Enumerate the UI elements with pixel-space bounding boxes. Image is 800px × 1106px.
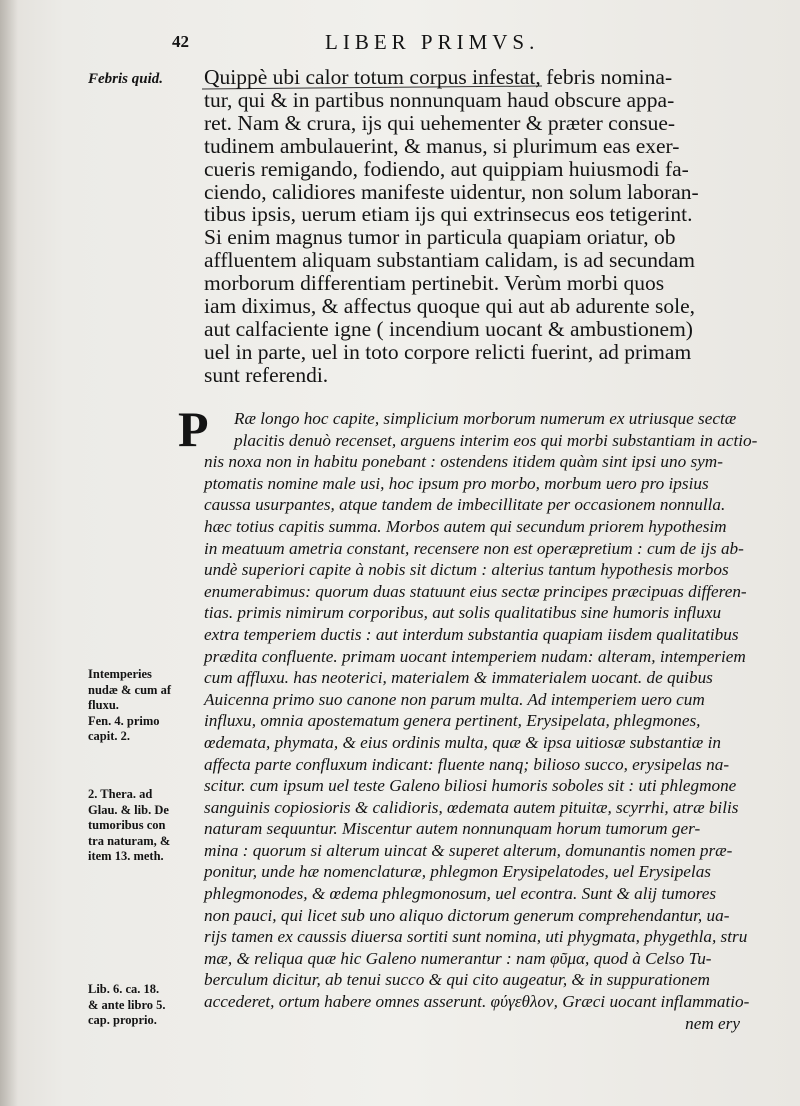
commentary-line: nis noxa non in habitu ponebant : ostendens itidem quàm sint ipsi uno sym- [204, 452, 723, 472]
commentary-line: prædita confluente. primam uocant intemperiem nudam: alteram, intemperiem [204, 646, 746, 666]
commentary-line: mina : quorum si alterum uincat & superet alterum, domunantis nomen præ- [204, 840, 733, 860]
margin-note-line: item 13. meth. [88, 849, 164, 863]
commentary-line: affecta parte confluxum indicant: fluente nanq; bilioso succo, erysipelas na- [204, 754, 730, 774]
margin-note-line: Lib. 6. ca. 18. [88, 982, 160, 996]
commentary-line: hæc totius capitis summa. Morbos autem qui secundum priorem hypothesim [204, 516, 727, 536]
main-text-line: Quippè ubi calor totum corpus infestat, febris nomina- [204, 65, 673, 89]
main-text-line: sunt referendi. [204, 362, 329, 387]
commentary-line: naturam sequuntur. Miscentur autem nonnunquam horum tumorum ger- [204, 819, 701, 839]
page-number: 42 [172, 32, 189, 51]
running-title: LIBER PRIMVS. [325, 30, 540, 54]
main-text-line: tur, qui & in partibus nonnunquam haud obscure appa- [204, 87, 675, 112]
margin-note-line: 2. Thera. ad [88, 787, 153, 801]
main-text-line: ret. Nam & crura, ijs qui uehementer & præter consue- [204, 110, 676, 135]
commentary-line: undè superiori capite à nobis sit dictum : alterius tantum hypothesis morbos [204, 560, 729, 580]
main-text-line: tudinem ambulauerint, & manus, si plurimum eas exer- [204, 133, 680, 158]
margin-note-thera [88, 787, 200, 865]
commentary-line: scitur. cum ipsum uel teste Galeno biliosi humoris soboles sit : uti phlegmone [204, 776, 737, 796]
margin-note-line: tumoribus con [88, 818, 166, 832]
margin-note-line: Fen. 4. primo [88, 713, 160, 728]
commentary-line: cum affluxu. has neoterici, materialem & immaterialem uocant. de quibus [204, 668, 713, 688]
commentary-line: caussa usurpantes, atque tandem de imbecillitate per occasionem nonnulla. [204, 495, 726, 515]
commentary-line: berculum dicitur, ab tenui succo & qui cito augeatur, & in suppurationem [204, 970, 710, 990]
main-text-line: cueris remigando, fodiendo, aut quippiam huiusmodi fa- [204, 156, 689, 181]
commentary-line: non pauci, qui licet sub uno aliquo dictorum generum comprehendantur, ua- [204, 905, 730, 925]
main-text-line: affluentem aliquam substantiam calidam, is ad secundam [204, 248, 695, 273]
commentary-line: enumerabimus: quorum duas statuunt eius sectæ principes præcipuas differen- [204, 581, 747, 601]
margin-note-line: tra naturam, & [88, 833, 171, 848]
commentary-line: rijs tamen ex caussis diuersa sortiti sunt nomina, uti phygmata, phygethla, stru [204, 927, 748, 947]
margin-note-line: Intemperies [88, 667, 152, 681]
spine-shadow [0, 0, 18, 1106]
commentary-line: extra temperiem ductis : aut interdum substantia quapiam iisdem qualitatibus [204, 624, 739, 644]
commentary-line: Ræ longo hoc capite, simplicium morborum numerum ex utriusque sectæ [234, 409, 737, 428]
commentary-line: accederet, ortum habere omnes asserunt. φύγεθλον, Græci uocant inflammatio- [204, 992, 750, 1012]
main-text-line: Si enim magnus tumor in particula quapiam oriatur, ob [204, 225, 676, 250]
margin-note-intemperies [88, 667, 200, 745]
commentary-line: tias. primis nimirum corporibus, aut solis qualitatibus sine humoris influxu [204, 603, 722, 623]
commentary-line: in meatuum ametria constant, recensere non est operæpretium : cum de ijs ab- [204, 538, 744, 558]
commentary-line: influxu, omnia apostematum genera pertinent, Erysipelata, phlegmones, [204, 711, 701, 731]
margin-note-lib6 [88, 982, 200, 1029]
commentary-line: sanguinis copiosioris & calidioris, œdemata autem pituitæ, scyrrhi, atræ bilis [204, 797, 739, 817]
main-text-line: tibus ipsis, uerum etiam ijs qui extrinsecus eos tetigerint. [204, 202, 693, 227]
main-text-line: uel in parte, uel in toto corpore relicti fuerint, ad primam [204, 339, 692, 364]
margin-note-line: fluxu. [88, 698, 119, 712]
margin-note-line: nudæ & cum af [88, 682, 171, 697]
margin-note-febris: Febris quid. [88, 71, 164, 87]
catchword: nem ery [685, 1013, 740, 1033]
main-text-line: morborum differentiam pertinebit. Verùm morbi quos [204, 271, 665, 296]
margin-note-line: capit. 2. [88, 729, 131, 743]
commentary-line: ptomatis nomine male usi, hoc ipsum pro morbo, morbum uero pro ipsius [204, 473, 709, 493]
main-text-line: aut calfaciente igne ( incendium uocant & ambustionem) [204, 316, 693, 341]
commentary-line: placitis denuò recenset, arguens interim eos qui morbi substantiam in actio- [234, 430, 758, 450]
commentary-line: mæ, & reliqua quæ hic Galeno numerantur : nam φῦμα, quod à Celso Tu- [204, 948, 712, 968]
main-text [204, 66, 738, 387]
commentary-line: œdemata, phymata, & eius ordinis multa, quæ & ipsa uitiosæ substantiæ in [204, 732, 721, 752]
commentary-text [204, 408, 758, 1034]
main-text-line: ciendo, calidiores manifeste uidentur, non solum laboran- [204, 179, 699, 204]
main-text-line: iam diximus, & affectus quoque qui aut ab adurente sole, [204, 294, 695, 319]
drop-cap: P [178, 401, 209, 457]
commentary-line: phlegmonodes, & œdema phlegmonosum, uel econtra. Sunt & alij tumores [204, 884, 717, 904]
commentary-line: ponitur, unde hæ nomenclaturæ, phlegmon Erysipelatodes, uel Erysipelas [204, 862, 711, 882]
margin-note-line: cap. proprio. [88, 1013, 157, 1027]
commentary-line: Auicenna primo suo canone non parum multa. Ad intemperiem uero cum [204, 689, 705, 709]
margin-note-line: Glau. & lib. De [88, 802, 169, 817]
running-head [150, 28, 790, 54]
margin-note-line: & ante libro 5. [88, 997, 166, 1012]
